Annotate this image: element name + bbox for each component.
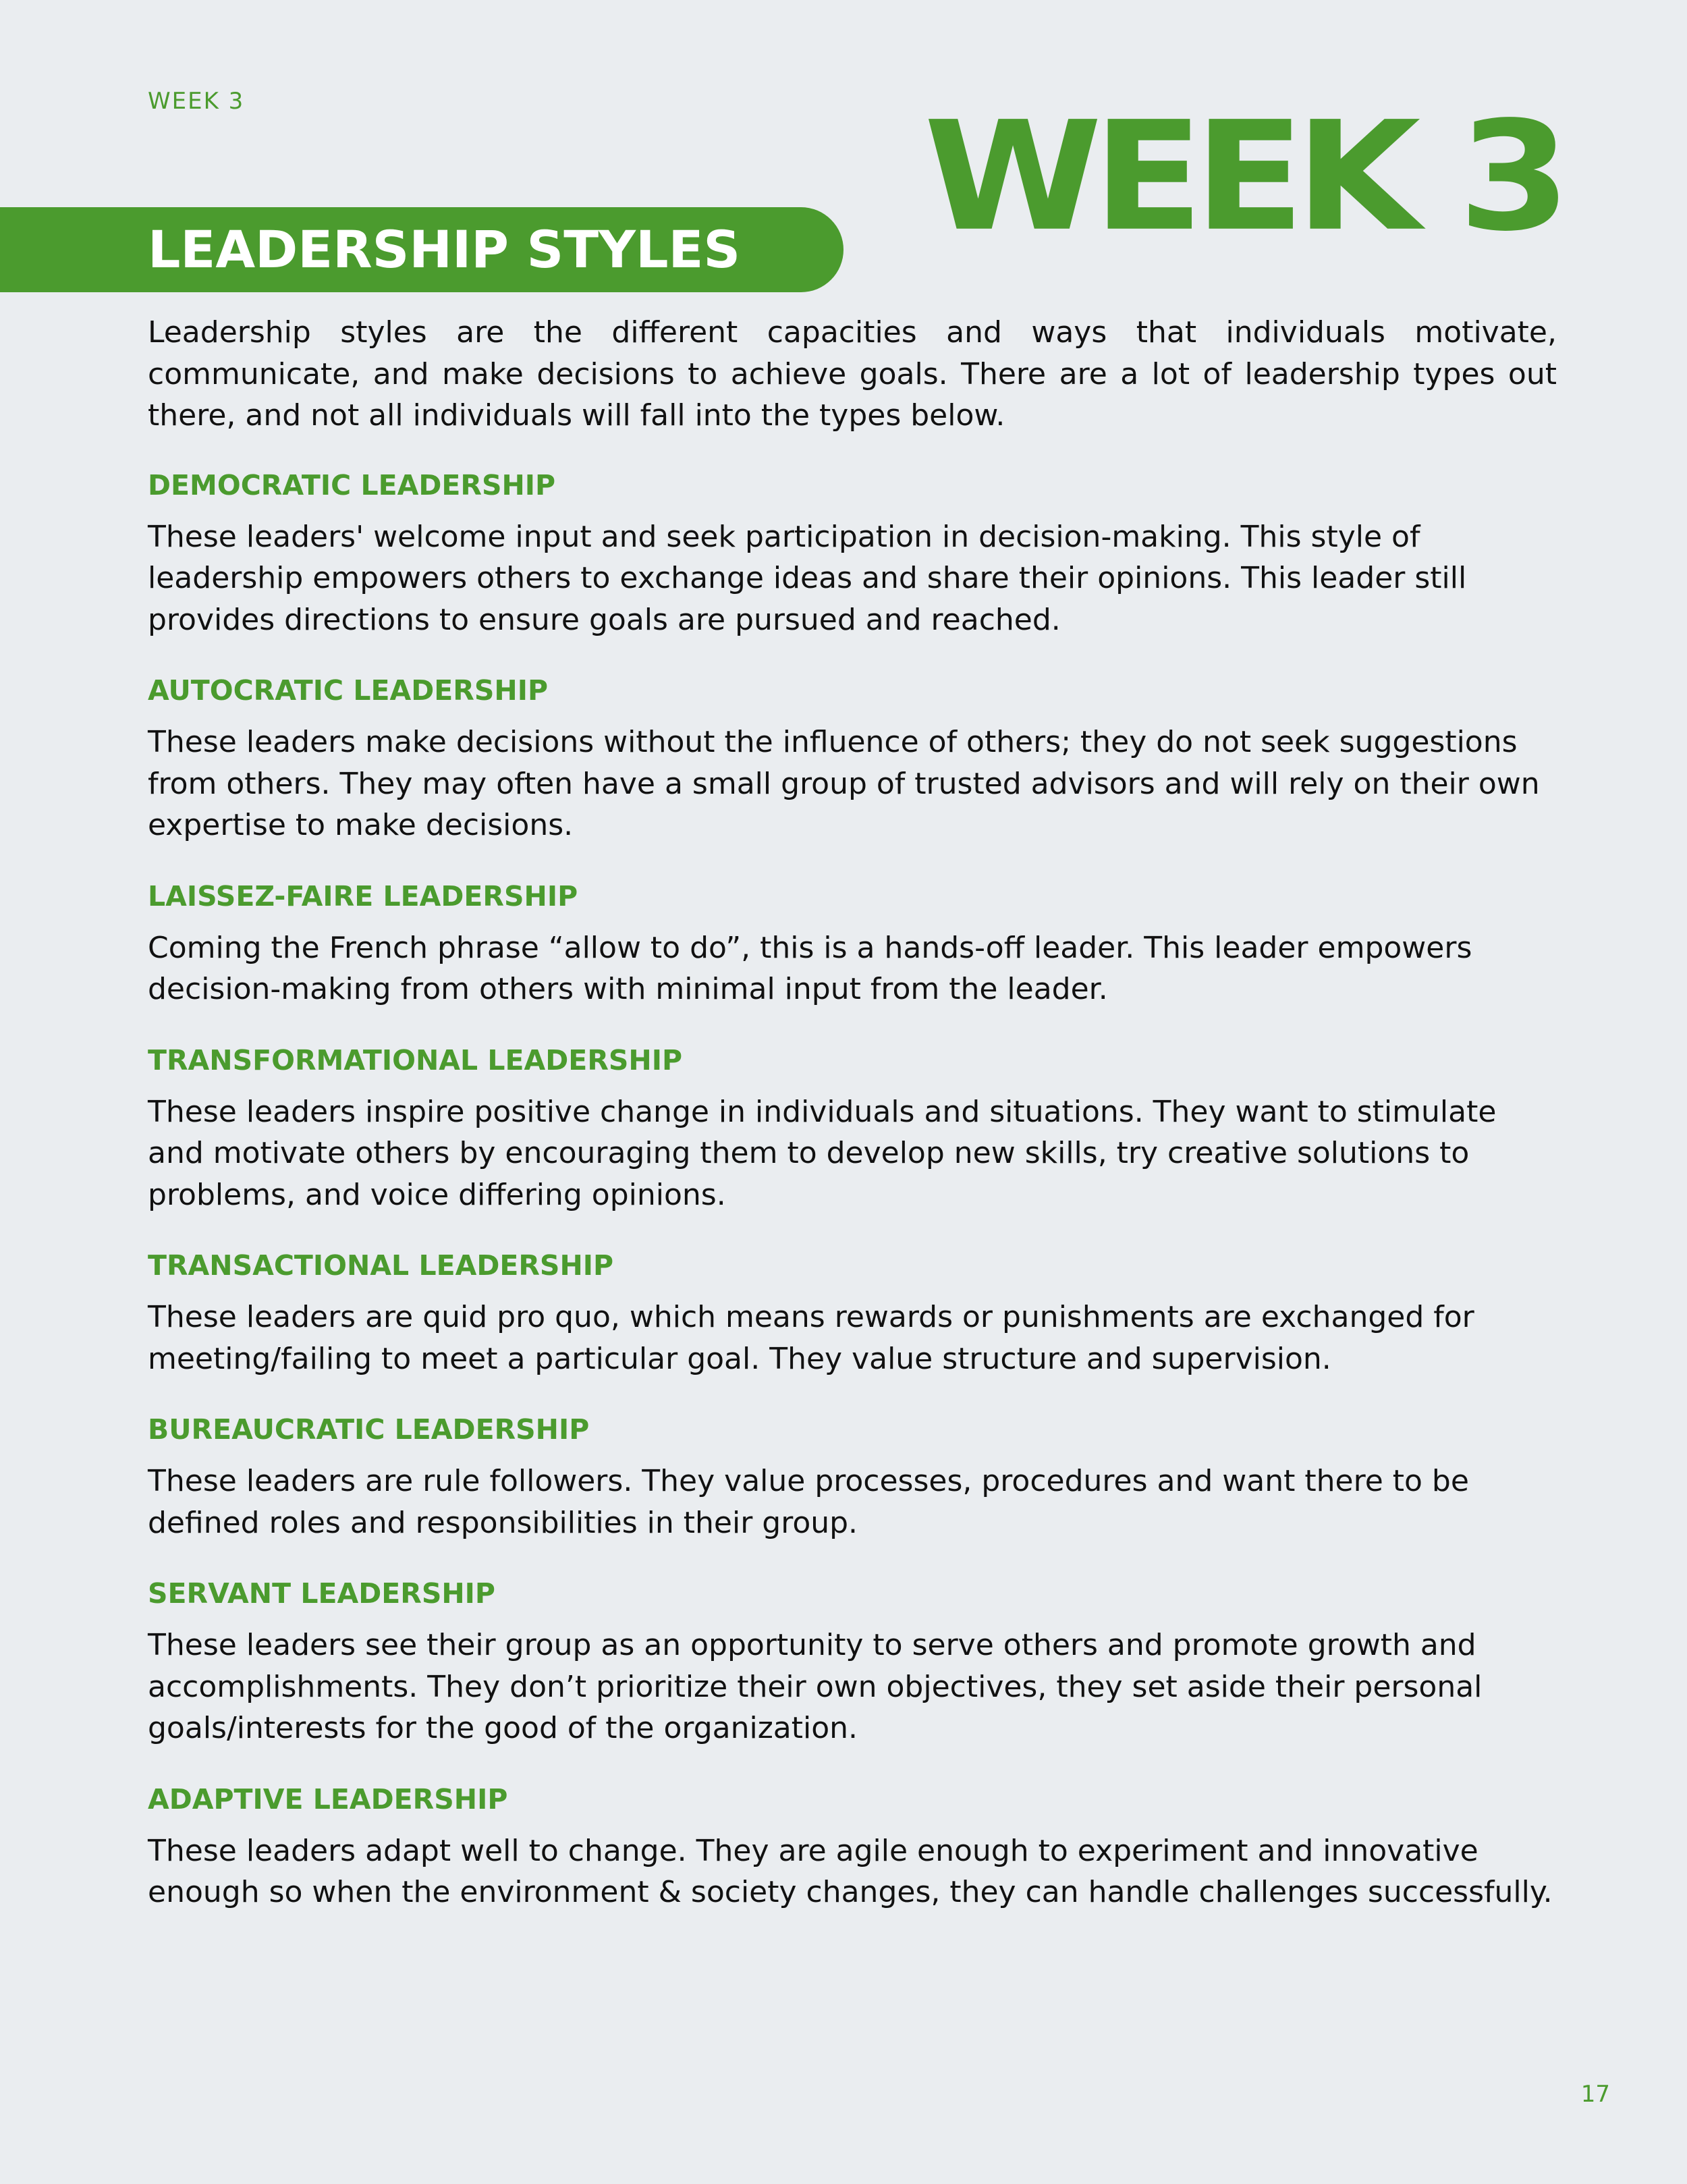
section-bureaucratic (148, 1411, 1557, 1544)
section-body: These leaders make decisions without the influence of others; they do not seek suggestions from others. They may often have a small group of trusted advisors and will rely on their own expertise to make decisions. (148, 725, 1540, 842)
section-heading: DEMOCRATIC LEADERSHIP (148, 468, 556, 501)
section-body: These leaders inspire positive change in individuals and situations. They want to stimulate and motivate others by encouraging them to develop new skills, try creative solutions to problems, and voice differing opinions. (148, 1094, 1497, 1212)
section-laissez-faire (148, 877, 1557, 1010)
title-banner (0, 207, 844, 292)
section-heading: BUREAUCRATIC LEADERSHIP (148, 1413, 590, 1446)
section-heading: AUTOCRATIC LEADERSHIP (148, 674, 548, 707)
section-adaptive (148, 1780, 1557, 1913)
running-head: WEEK 3 (148, 88, 245, 115)
section-heading: TRANSACTIONAL LEADERSHIP (148, 1249, 614, 1282)
section-heading: LAISSEZ-FAIRE LEADERSHIP (148, 879, 578, 912)
section-heading: ADAPTIVE LEADERSHIP (148, 1782, 508, 1816)
section-body: These leaders are rule followers. They value processes, procedures and want there to be defined roles and responsibilities in their group. (148, 1464, 1469, 1540)
section-democratic (148, 466, 1557, 641)
section-body: Coming the French phrase “allow to do”, this is a hands-off leader. This leader empowers decision-making from others with minimal input from the leader. (148, 930, 1472, 1006)
page-title: LEADERSHIP STYLES (148, 219, 741, 279)
section-heading: SERVANT LEADERSHIP (148, 1577, 495, 1610)
section-body: These leaders' welcome input and seek participation in decision-making. This style of leadership empowers others to exchange ideas and share their opinions. This leader still provides directions to ensure goals are pursued and reached. (148, 519, 1467, 637)
section-body: These leaders see their group as an opportunity to serve others and promote growth and accomplishments. They don’t prioritize their own objectives, they set aside their personal goals/interests for the good of the organization. (148, 1628, 1483, 1745)
main-content (148, 312, 1557, 1944)
section-heading: TRANSFORMATIONAL LEADERSHIP (148, 1043, 683, 1076)
section-autocratic (148, 672, 1557, 846)
section-transformational (148, 1041, 1557, 1216)
intro-paragraph: Leadership styles are the different capacities and ways that individuals motivate, communicate, and make decisions to achieve goals. There are a lot of leadership types out there, and not all individuals will fall into the types below. (148, 315, 1557, 433)
week-title: WEEK 3 (923, 88, 1561, 265)
section-servant (148, 1575, 1557, 1749)
section-body: These leaders adapt well to change. They are agile enough to experiment and innovative enough so when the environment & society changes, they can handle challenges successfully. (148, 1833, 1553, 1909)
section-body: These leaders are quid pro quo, which means rewards or punishments are exchanged for meeting/failing to meet a particular goal. They value structure and supervision. (148, 1300, 1474, 1376)
page-number: 17 (1580, 2081, 1610, 2108)
section-transactional (148, 1247, 1557, 1380)
